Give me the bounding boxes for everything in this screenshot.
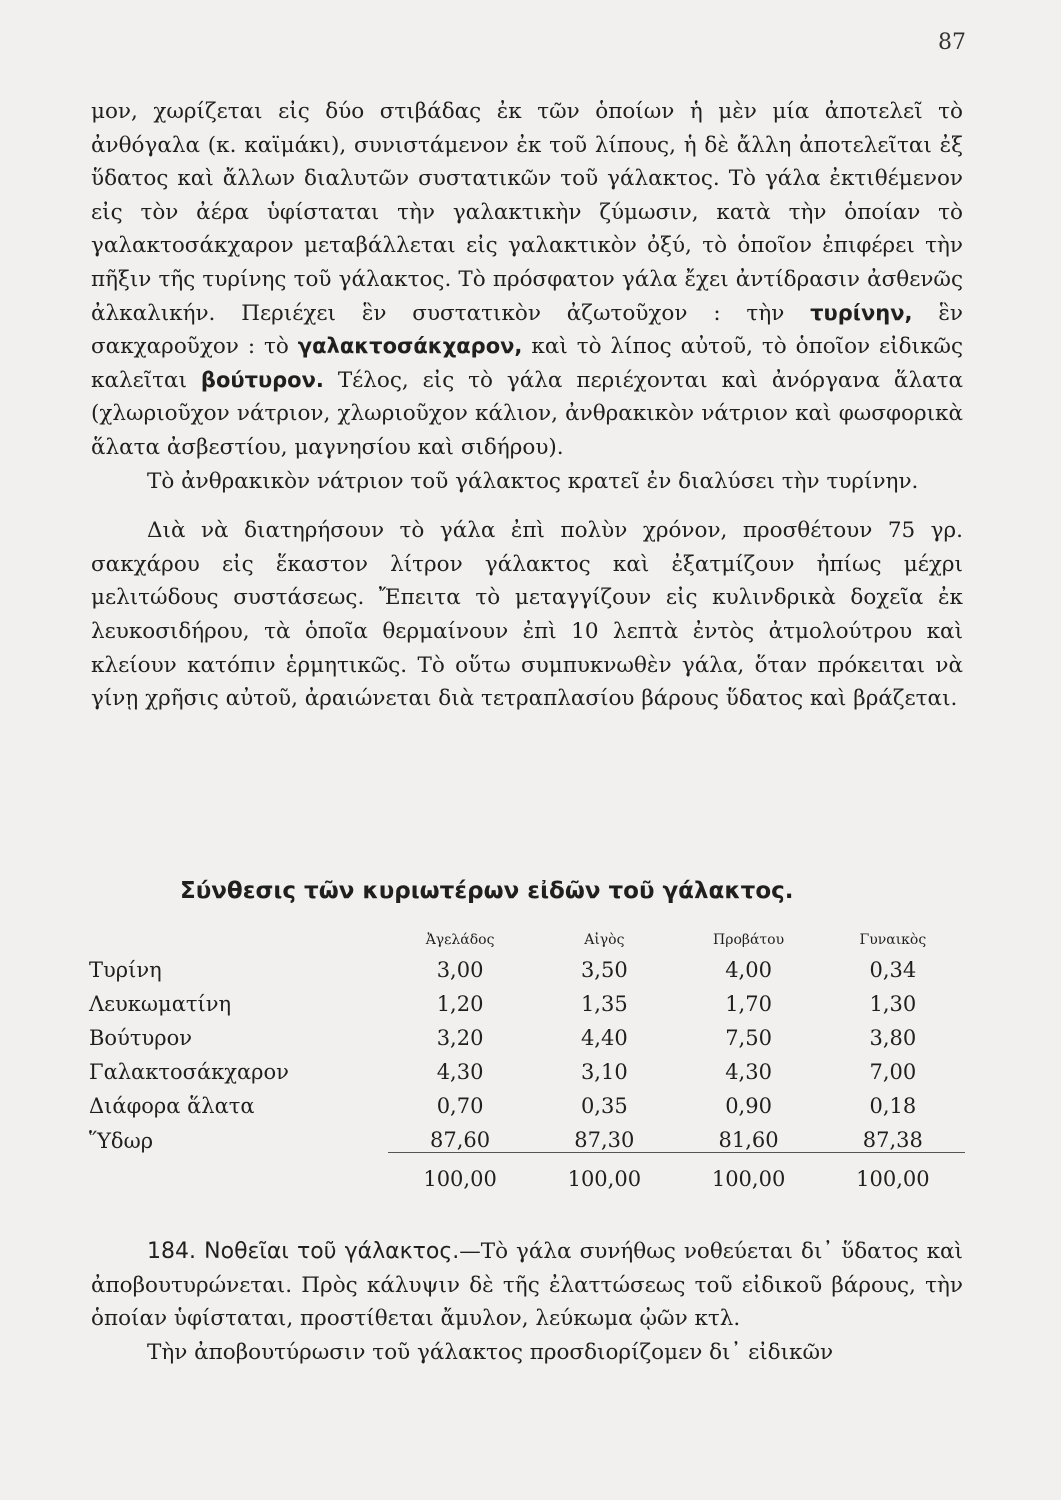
- paragraph-text: καὶ τὸ λίπος αὐτοῦ, τὸ ὁποῖον εἰδικῶς καλεῖται: [91, 334, 963, 393]
- total-cell: 100,00: [856, 1167, 930, 1191]
- table-cell: 4,00: [725, 958, 772, 982]
- row-label: Βούτυρον: [89, 1026, 192, 1050]
- table-cell: 81,60: [676, 1118, 820, 1153]
- total-cell: 100,00: [567, 1167, 642, 1191]
- table-row: [85, 948, 965, 982]
- paragraph-preservation: Διὰ νὰ διατηρήσουν τὸ γάλα ἐπὶ πολὺν χρόνον, προσθέτουν 75 γρ. σακχάρου εἰς ἕκαστον λίτρον γάλακτος καὶ ἐξατμίζουν ἠπίως μέχρι μελιτώδους συστάσεως. Ἔπειτα τὸ μεταγγίζουν εἰς κυλινδρικὰ δοχεῖα ἐκ λευκοσιδήρου, τὰ ὁποῖα θερμαίνουν ἐπὶ 10 λεπτὰ ἐντὸς ἀτμολούτρου καὶ κλείουν κατόπιν ἑρμητικῶς. Τὸ οὕτω συμπυκνωθὲν γάλα, ὅταν πρόκειται νὰ γίνῃ χρῆσις αὐτοῦ, ἀραιώνεται διὰ τετραπλασίου βάρους ὕδατος καὶ βράζεται.: [91, 518, 963, 712]
- section-184-next-paragraph: Τὴν ἀποβουτύρωσιν τοῦ γάλακτος προσδιορίζομεν δι᾽ εἰδικῶν: [147, 1339, 834, 1365]
- column-header: Ἀγελάδος: [425, 932, 495, 948]
- body-text: [91, 95, 963, 716]
- table-cell: 1,70: [725, 992, 772, 1016]
- section-184-paragraph: [91, 1235, 963, 1336]
- table-cell: 3,50: [580, 958, 628, 982]
- column-header: Προβάτου: [713, 932, 785, 948]
- page-number: 87: [938, 30, 966, 55]
- row-label: Γαλακτοσάκχαρον: [89, 1060, 289, 1084]
- paragraph-text: ἓν σακχαροῦχον : τὸ: [91, 300, 963, 360]
- section-184: [91, 1235, 963, 1369]
- milk-composition-table: [85, 922, 965, 1205]
- table-row: [85, 1118, 965, 1153]
- paragraph-sodium-carbonate: Τὸ ἀνθρακικὸν νάτριον τοῦ γάλακτος κρατεῖ ἐν διαλύσει τὴν τυρίνην.: [147, 468, 919, 494]
- row-label: Διάφορα ἅλατα: [89, 1094, 255, 1118]
- table-cell: 0,34: [869, 958, 917, 982]
- table-cell: 1,30: [869, 992, 917, 1016]
- table-total-row: [85, 1153, 965, 1206]
- section-text: —Τὸ γάλα συνήθως νοθεύεται δι᾽ ὕδατος καὶ ἀποβουτυρώνεται. Πρὸς κάλυψιν δὲ τῆς ἐλαττώσεως τοῦ εἰδικοῦ βάρους, τὴν ὁποίαν ὑφίσταται, προστίθεται ἄμυλον, λεύκωμα ᾠῶν κτλ.: [91, 1239, 963, 1332]
- total-cell: 100,00: [423, 1167, 497, 1191]
- table-title: Σύνθεσις τῶν κυριωτέρων εἰδῶν τοῦ γάλακτος.: [180, 878, 794, 904]
- paragraph-text: Τέλος, εἰς τὸ γάλα περιέχονται καὶ ἀνόργανα ἅλατα (χλωριοῦχον νάτριον, χλωριοῦχον κάλιον, ἀνθρακικὸν νάτριον καὶ φωσφορικὰ ἅλατα ἀσβεστίου, μαγνησίου καὶ σιδήρου).: [91, 367, 964, 460]
- table-cell: 3,80: [869, 1026, 917, 1050]
- table-cell: 7,50: [725, 1026, 772, 1050]
- row-label: Ὕδωρ: [89, 1128, 154, 1153]
- table-cell: 87,30: [532, 1118, 676, 1153]
- table-cell: 4,30: [725, 1060, 772, 1084]
- term-tyrine: τυρίνην,: [810, 300, 913, 325]
- table-cell: 3,20: [436, 1026, 484, 1050]
- paragraph-text: μον, χωρίζεται εἰς δύο στιβάδας ἐκ τῶν ὁποίων ἡ μὲν μία ἀποτελεῖ τὸ ἀνθόγαλα (κ. καϊμάκι), συνιστάμενον ἐκ τοῦ λίπους, ἡ δὲ ἄλλη ἀποτελεῖται ἐξ ὕδατος καὶ ἄλλων διαλυτῶν συστατικῶν τοῦ γάλακτος. Τὸ γάλα ἐκτιθέμενον εἰς τὸν ἀέρα ὑφίσταται τὴν γαλακτικὴν ζύμωσιν, κατὰ τὴν ὁποίαν τὸ γαλακτοσάκχαρον μεταβάλλεται εἰς γαλακτικὸν ὀξύ, τὸ ὁποῖον ἐπιφέρει τὴν πῆξιν τῆς τυρίνης τοῦ γάλακτος. Τὸ πρόσφατον γάλα ἔχει ἀντίδρασιν ἀσθενῶς ἀλκαλικήν. Περιέχει ἓν συστατικὸν ἀζωτοῦχον : τὴν: [91, 99, 963, 326]
- table-cell: 0,70: [436, 1094, 484, 1118]
- table-cell: 4,40: [580, 1026, 628, 1050]
- term-butter: βούτυρον.: [200, 367, 324, 392]
- table-cell: 1,20: [436, 992, 484, 1016]
- table-row: [85, 982, 965, 1016]
- total-cell: 100,00: [711, 1167, 786, 1191]
- table-cell: 0,90: [725, 1094, 772, 1118]
- term-lactose: γαλακτοσάκχαρον,: [297, 334, 523, 359]
- table-row: [85, 1084, 965, 1118]
- table-cell: 0,35: [580, 1094, 628, 1118]
- column-header: Γυναικὸς: [859, 932, 927, 948]
- table-cell: 87,38: [821, 1118, 965, 1153]
- table-cell: 3,00: [436, 958, 484, 982]
- table-cell: 87,60: [388, 1118, 532, 1153]
- row-label: Λευκωματίνη: [89, 992, 232, 1016]
- table-cell: 1,35: [580, 992, 628, 1016]
- table-cell: 7,00: [869, 1060, 917, 1084]
- section-heading: 184. Νοθεῖαι τοῦ γάλακτος.: [147, 1239, 460, 1264]
- row-label: Τυρίνη: [89, 958, 162, 982]
- table-row: [85, 1016, 965, 1050]
- paragraph-milk-composition: [91, 95, 963, 465]
- table-cell: 4,30: [436, 1060, 484, 1084]
- table-header-row: [85, 922, 965, 948]
- table-cell: 3,10: [580, 1060, 628, 1084]
- table-row: [85, 1050, 965, 1084]
- column-header: Αἰγὸς: [584, 932, 625, 948]
- table-cell: 0,18: [869, 1094, 917, 1118]
